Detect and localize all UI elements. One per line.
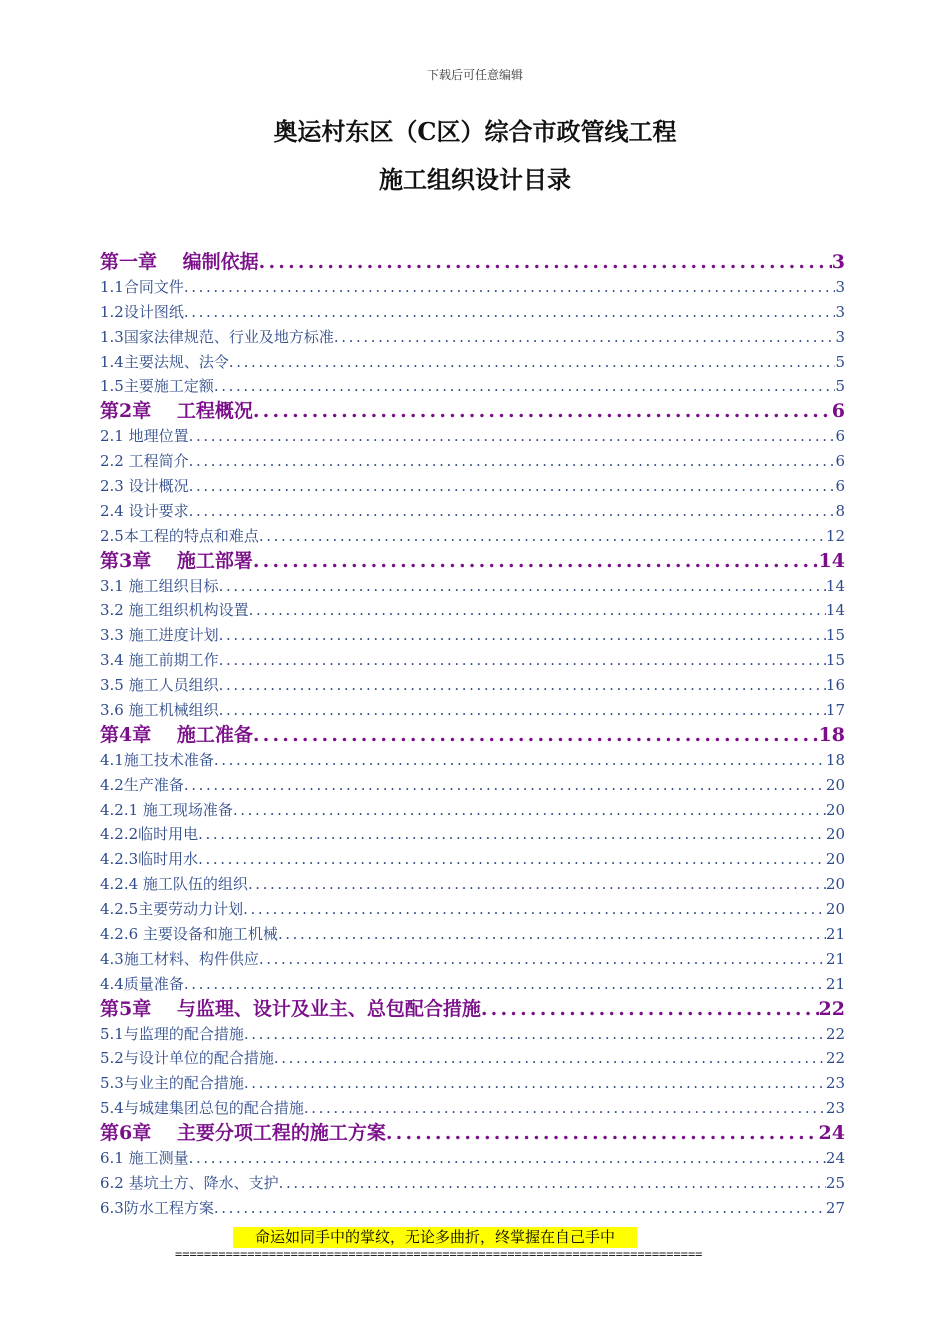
toc-entry-label: 1.1合同文件 [100,277,184,296]
toc-entry-label: 5.2与设计单位的配合措施 [100,1049,274,1068]
toc-section-entry[interactable] [100,822,845,847]
toc-entry-page-number: 3 [835,327,845,346]
toc-heading: 施工组织设计目录 [379,165,571,194]
toc-dot-leader [304,1096,826,1121]
toc-section-entry[interactable] [100,798,845,823]
toc-entry-page-number: 3 [835,277,845,296]
toc-dot-leader [198,822,826,847]
toc-section-entry[interactable] [100,598,845,623]
toc-dot-leader [184,972,826,997]
toc-dot-leader [189,499,836,524]
toc-entry-page-number: 17 [825,701,845,720]
footer-rule: ========================================================================= [175,1247,703,1261]
toc-entry-page-number: 23 [825,1099,845,1118]
toc-entry-page-number: 21 [825,925,845,944]
toc-entry-label: 4.2.6 主要设备和施工机械 [100,925,278,944]
toc-entry-label: 6.1 施工测量 [100,1149,189,1168]
toc-dot-leader [189,1146,826,1171]
toc-entry-label: 第6章 主要分项工程的施工方案 [100,1122,386,1145]
toc-entry-label: 4.3施工材料、构件供应 [100,949,259,968]
toc-dot-leader [278,922,826,947]
toc-entry-label: 2.1 地理位置 [100,427,189,446]
toc-entry-page-number: 18 [825,750,845,769]
toc-entry-page-number: 14 [818,549,845,572]
toc-entry-label: 3.5 施工人员组织 [100,676,219,695]
toc-entry-label: 第5章 与监理、设计及业主、总包配合措施 [100,997,481,1020]
toc-entry-label: 4.2.2临时用电 [100,825,199,844]
toc-section-entry[interactable] [100,1196,845,1221]
toc-dot-leader [219,574,826,599]
toc-section-entry[interactable] [100,350,845,375]
toc-entry-page-number: 20 [825,825,845,844]
toc-entry-page-number: 15 [825,651,845,670]
toc-dot-leader [481,997,819,1022]
toc-chapter-entry[interactable] [100,250,845,275]
toc-entry-page-number: 5 [835,352,845,371]
toc-entry-page-number: 20 [825,875,845,894]
toc-entry-page-number: 22 [825,1024,845,1043]
toc-entry-page-number: 27 [825,1198,845,1217]
toc-dot-leader [248,872,826,897]
toc-section-entry[interactable] [100,1071,845,1096]
toc-entry-page-number: 20 [825,900,845,919]
toc-dot-leader [219,698,826,723]
toc-entry-label: 1.4主要法规、法令 [100,352,229,371]
toc-dot-leader [279,1171,826,1196]
toc-dot-leader [274,1047,826,1072]
toc-entry-label: 4.2.4 施工队伍的组织 [100,875,248,894]
toc-entry-page-number: 20 [825,850,845,869]
toc-section-entry[interactable] [100,847,845,872]
toc-entry-label: 2.4 设计要求 [100,501,189,520]
toc-dot-leader [214,748,826,773]
toc-entry-label: 4.2生产准备 [100,775,184,794]
toc-entry-label: 4.4质量准备 [100,974,184,993]
table-of-contents [100,250,845,1221]
toc-entry-page-number: 22 [825,1049,845,1068]
toc-entry-page-number: 14 [825,601,845,620]
toc-entry-label: 3.2 施工组织机构设置 [100,601,249,620]
toc-section-entry[interactable] [100,698,845,723]
toc-dot-leader [219,623,826,648]
toc-section-entry[interactable] [100,897,845,922]
toc-dot-leader [233,798,826,823]
toc-entry-label: 5.4与城建集团总包的配合措施 [100,1099,304,1118]
toc-entry-label: 2.5本工程的特点和难点 [100,526,259,545]
toc-entry-page-number: 21 [825,949,845,968]
toc-entry-page-number: 18 [818,723,845,746]
toc-dot-leader [334,325,836,350]
toc-section-entry[interactable] [100,1096,845,1121]
toc-entry-label: 2.3 设计概况 [100,477,189,495]
toc-entry-label: 2.2 工程简介 [100,452,189,471]
toc-dot-leader [243,897,826,922]
toc-dot-leader [214,374,836,399]
toc-dot-leader [189,424,836,449]
toc-entry-page-number: 24 [825,1149,845,1168]
toc-section-entry[interactable] [100,1022,845,1047]
toc-section-entry[interactable] [100,773,845,798]
toc-entry-page-number: 5 [835,377,845,396]
toc-entry-page-number: 21 [825,974,845,993]
toc-entry-page-number: 6 [835,477,845,495]
toc-dot-leader [253,549,819,574]
toc-section-entry[interactable] [100,648,845,673]
toc-entry-label: 6.2 基坑土方、降水、支护 [100,1173,279,1192]
toc-entry-label: 5.1与监理的配合措施 [100,1024,244,1043]
toc-section-entry[interactable] [100,374,845,399]
toc-entry-page-number: 3 [835,302,845,321]
toc-section-entry[interactable] [100,300,845,325]
toc-section-entry[interactable] [100,574,845,599]
toc-dot-leader [184,773,826,798]
toc-entry-label: 第一章 编制依据 [100,250,259,273]
toc-section-entry[interactable] [100,972,845,997]
toc-entry-label: 3.3 施工进度计划 [100,626,219,645]
toc-chapter-entry[interactable] [100,1121,845,1146]
toc-entry-label: 第3章 施工部署 [100,549,253,572]
toc-section-entry[interactable] [100,1047,845,1072]
toc-entry-label: 1.2设计图纸 [100,302,184,321]
toc-dot-leader [229,350,836,375]
header-note: 下载后可任意编辑 [426,68,523,82]
toc-dot-leader [219,648,826,673]
toc-chapter-entry[interactable] [100,997,845,1022]
toc-dot-leader [184,300,836,325]
toc-entry-page-number: 25 [825,1173,845,1192]
toc-dot-leader [259,524,826,549]
toc-entry-label: 3.4 施工前期工作 [100,651,219,670]
toc-entry-label: 4.2.5主要劳动力计划 [100,900,244,919]
toc-entry-label: 4.2.3临时用水 [100,850,199,869]
toc-entry-label: 3.6 施工机械组织 [100,701,219,720]
toc-chapter-entry[interactable] [100,399,845,424]
toc-chapter-entry[interactable] [100,549,845,574]
toc-dot-leader [198,847,826,872]
toc-chapter-entry[interactable] [100,723,845,748]
toc-dot-leader [253,723,819,748]
toc-dot-leader [219,673,826,698]
toc-entry-label: 1.3国家法律规范、行业及地方标准 [100,327,334,346]
toc-entry-label: 3.1 施工组织目标 [100,576,219,595]
toc-entry-page-number: 22 [818,997,845,1020]
toc-section-entry[interactable] [100,499,845,524]
toc-section-entry[interactable] [100,424,845,449]
toc-section-entry[interactable] [100,673,845,698]
toc-entry-label: 第4章 施工准备 [100,723,253,746]
toc-dot-leader [184,275,836,300]
toc-entry-page-number: 14 [825,576,845,595]
toc-dot-leader [259,250,832,275]
toc-section-entry[interactable] [100,474,845,499]
toc-section-entry[interactable] [100,623,845,648]
toc-section-entry[interactable] [100,1171,845,1196]
toc-entry-page-number: 24 [818,1122,845,1145]
toc-entry-page-number: 8 [835,501,845,520]
toc-dot-leader [259,947,826,972]
toc-section-entry[interactable] [100,1146,845,1171]
toc-entry-label: 4.1施工技术准备 [100,750,214,769]
footer-banner: 命运如同手中的掌纹，无论多曲折，终掌握在自己手中 [233,1227,637,1248]
toc-entry-page-number: 12 [825,526,845,545]
toc-entry-page-number: 3 [831,250,845,273]
toc-dot-leader [253,399,832,424]
toc-entry-label: 第2章 工程概况 [100,400,253,423]
toc-entry-page-number: 20 [825,775,845,794]
toc-entry-page-number: 23 [825,1074,845,1093]
toc-dot-leader [214,1196,826,1221]
toc-dot-leader [244,1071,826,1096]
toc-section-entry[interactable] [100,449,845,474]
toc-entry-page-number: 15 [825,626,845,645]
toc-section-entry[interactable] [100,872,845,897]
toc-entry-label: 4.2.1 施工现场准备 [100,800,233,819]
toc-dot-leader [244,1022,826,1047]
toc-entry-page-number: 6 [835,427,845,446]
toc-dot-leader [189,474,836,499]
toc-entry-label: 1.5主要施工定额 [100,377,214,396]
toc-entry-label: 5.3与业主的配合措施 [100,1074,244,1093]
toc-section-entry[interactable] [100,524,845,549]
toc-entry-page-number: 16 [825,676,845,695]
toc-entry-label: 6.3防水工程方案 [100,1198,214,1217]
toc-dot-leader [386,1121,819,1146]
toc-entry-page-number: 6 [831,400,845,423]
toc-section-entry[interactable] [100,275,845,300]
toc-section-entry[interactable] [100,922,845,947]
toc-dot-leader [249,598,826,623]
toc-section-entry[interactable] [100,748,845,773]
toc-section-entry[interactable] [100,325,845,350]
toc-entry-page-number: 6 [835,452,845,471]
toc-dot-leader [189,449,836,474]
toc-section-entry[interactable] [100,947,845,972]
toc-entry-page-number: 20 [825,800,845,819]
document-title: 奥运村东区（C区）综合市政管线工程 [273,117,677,146]
